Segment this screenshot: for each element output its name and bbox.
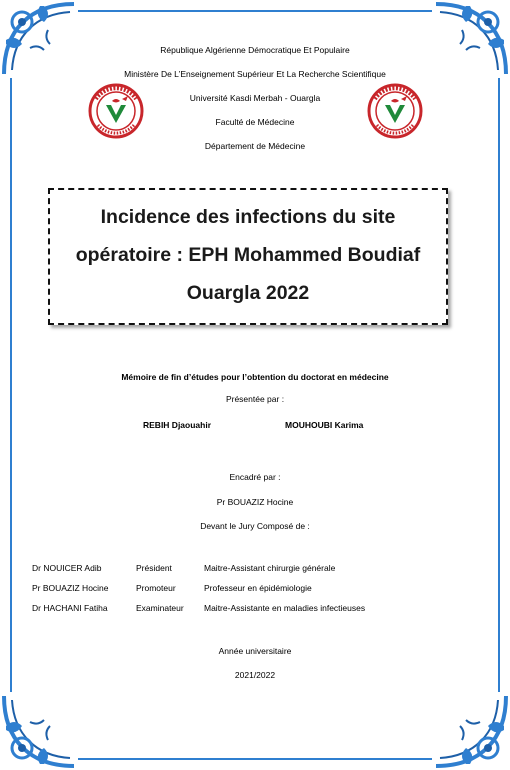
thesis-title-line: Ouargla 2022 (186, 282, 310, 304)
ornament-corner-icon (0, 692, 78, 770)
ornament-corner-icon (432, 0, 510, 78)
jury-name: Pr BOUAZIZ Hocine (32, 583, 109, 593)
ministry-line: Ministère De L’Enseignement Supérieur Et La Recherche Scientifique (124, 69, 386, 79)
academic-year: 2021/2022 (234, 670, 276, 680)
jury-role: Président (136, 563, 172, 573)
jury-title: Maitre-Assistant chirurgie générale (204, 563, 336, 573)
page-border-bottom (78, 758, 432, 760)
supervised-label: Encadré par : (229, 472, 281, 482)
page-border-left (10, 78, 12, 692)
page-border-right (498, 78, 500, 692)
university-logo (367, 83, 423, 139)
supervisor-name: Pr BOUAZIZ Hocine (216, 497, 294, 507)
jury-row (32, 602, 472, 614)
jury-label: Devant le Jury Composé de : (200, 521, 310, 531)
jury-name: Dr NOUICER Adib (32, 563, 102, 573)
jury-name: Dr HACHANI Fatiha (32, 603, 108, 613)
university-line: Université Kasdi Merbah - Ouargla (189, 93, 321, 103)
memoire-line: Mémoire de fin d’études pour l’obtention du doctorat en médecine (121, 372, 389, 382)
faculty-line: Faculté de Médecine (215, 117, 295, 127)
jury-row (32, 562, 472, 574)
page-border-top (78, 10, 432, 12)
thesis-title-line: opératoire : EPH Mohammed Boudiaf (75, 244, 421, 266)
thesis-title (56, 198, 440, 312)
republic-line: République Algérienne Démocratique Et Populaire (160, 45, 350, 55)
ornament-corner-icon (432, 692, 510, 770)
department-line: Département de Médecine (204, 141, 306, 151)
ornament-corner-icon (0, 0, 78, 78)
jury-title: Professeur en épidémiologie (204, 583, 312, 593)
jury-title: Maitre-Assistante en maladies infectieuses (204, 603, 366, 613)
jury-role: Promoteur (136, 583, 176, 593)
author-name: REBIH Djaouahir (143, 420, 212, 430)
presented-by-label: Présentée par : (225, 394, 285, 404)
university-logo (88, 83, 144, 139)
jury-role: Examinateur (136, 603, 184, 613)
author-name: MOUHOUBI Karima (285, 420, 364, 430)
thesis-title-line: Incidence des infections du site (100, 206, 396, 228)
year-label: Année universitaire (218, 646, 292, 656)
jury-row (32, 582, 472, 594)
